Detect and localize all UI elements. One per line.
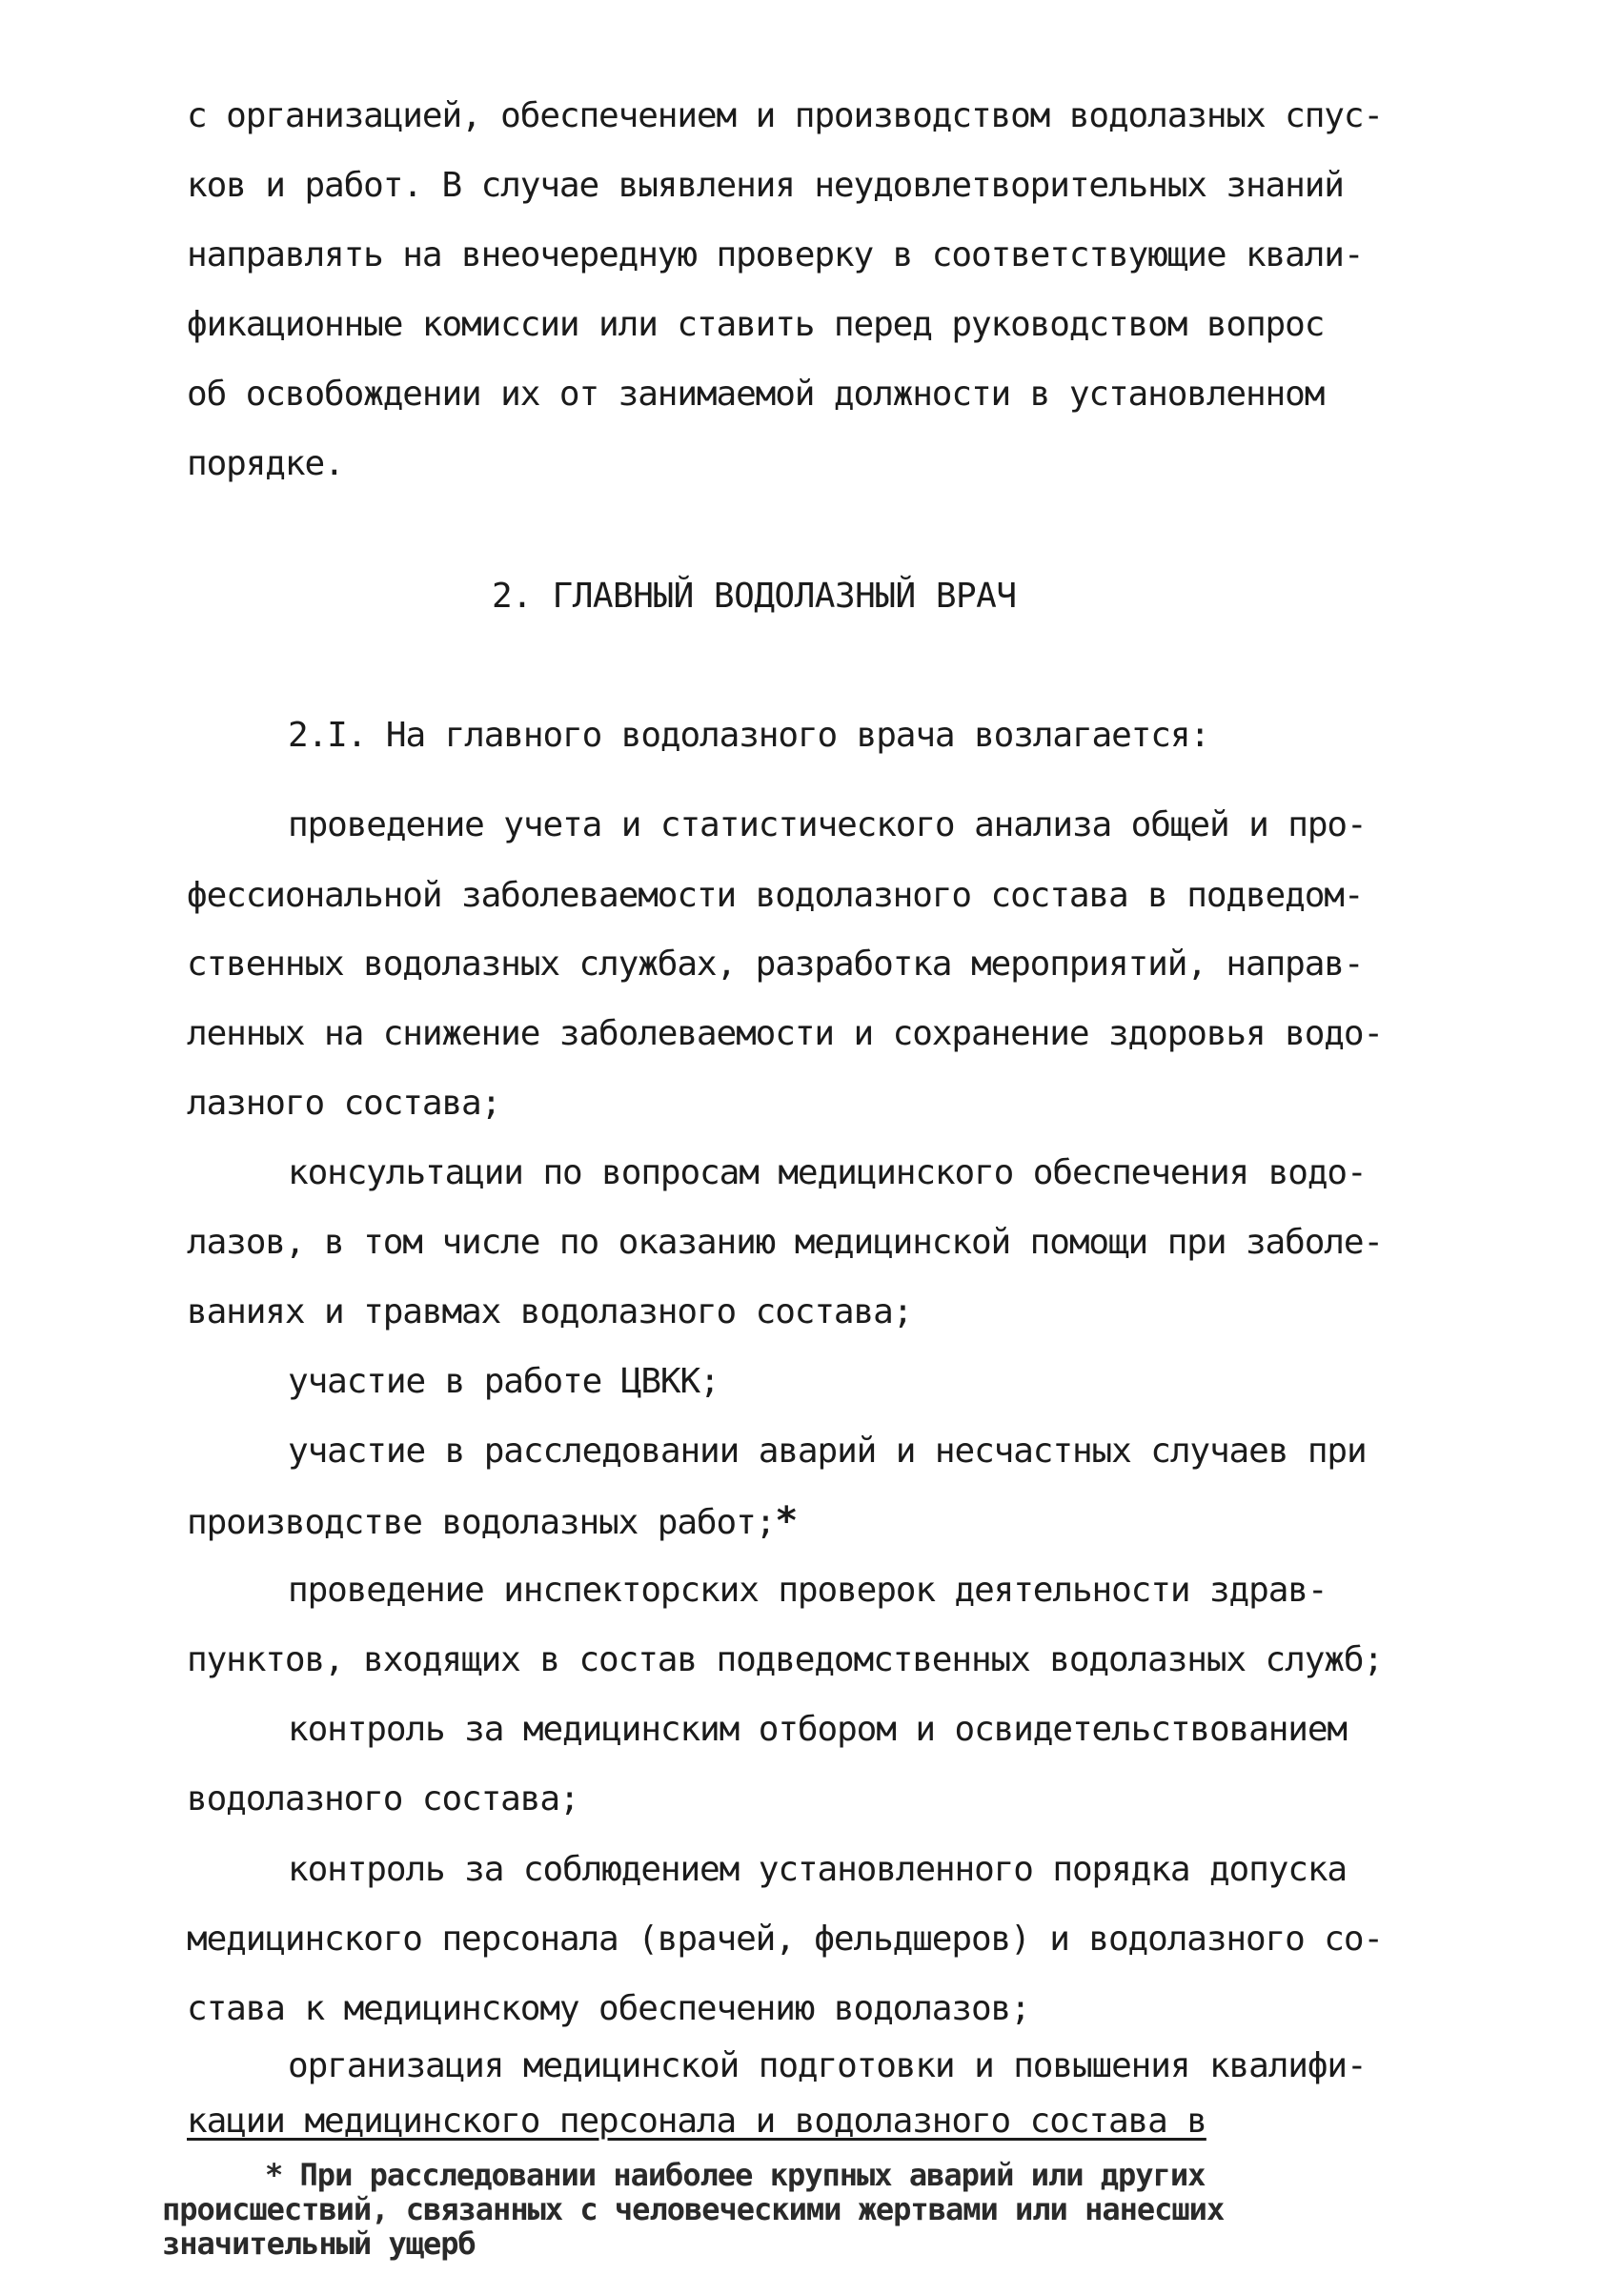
text-line	[187, 1500, 797, 1544]
footnote-mark: *	[775, 1499, 798, 1543]
text-line: направлять на внеочередную проверку в соответствующие квали-	[187, 235, 1364, 274]
text-line: фессиональной заболеваемости водолазного состава в подведом-	[187, 876, 1364, 915]
text-line: ленных на снижение заболеваемости и сохранение здоровья водо-	[187, 1014, 1384, 1053]
text-span: производстве водолазных работ;	[187, 1503, 776, 1542]
footnote-line: * При расследовании наиболее крупных аварий или других	[265, 2157, 1206, 2193]
text-line: лазного состава;	[187, 1084, 501, 1123]
text-line: фикационные комиссии или ставить перед руководством вопрос	[187, 305, 1325, 344]
text-line: с организацией, обеспечением и производством водолазных спус-	[187, 96, 1384, 135]
text-line: кации медицинского персонала и водолазного состава в	[187, 2102, 1206, 2141]
text-line: контроль за соблюдением установленного порядка допуска	[288, 1850, 1347, 1889]
text-line: порядке.	[187, 444, 344, 483]
text-line: об освобождении их от занимаемой должности в установленном	[187, 375, 1325, 414]
text-line: контроль за медицинским отбором и освидетельствованием	[288, 1710, 1347, 1749]
text-line: участие в работе ЦВКК;	[288, 1362, 720, 1401]
text-line: консультации по вопросам медицинского обеспечения водо-	[288, 1153, 1367, 1192]
text-line: медицинского персонала (врачей, фельдшеров) и водолазного со-	[187, 1920, 1384, 1959]
footnote-line: значительный ущерб	[162, 2225, 476, 2262]
text-line: проведение инспекторских проверок деятельности здрав-	[288, 1571, 1328, 1610]
text-line: лазов, в том числе по оказанию медицинской помощи при заболе-	[187, 1223, 1384, 1262]
footnote-line: происшествий, связанных с человеческими жертвами или нанесших	[162, 2191, 1225, 2227]
text-line: участие в расследовании аварий и несчастных случаев при	[288, 1432, 1367, 1471]
text-line: ственных водолазных службах, разработка мероприятий, направ-	[187, 945, 1364, 984]
text-line: ков и работ. В случае выявления неудовлетворительных знаний	[187, 166, 1344, 205]
text-line: проведение учета и статистического анализа общей и про-	[288, 805, 1367, 844]
text-line: пунктов, входящих в состав подведомственных водолазных служб;	[187, 1640, 1384, 1679]
clause-intro: 2.I. На главного водолазного врача возлагается:	[288, 716, 1209, 755]
text-line: ваниях и травмах водолазного состава;	[187, 1292, 913, 1331]
section-heading: 2. ГЛАВНЫЙ ВОДОЛАЗНЫЙ ВРАЧ	[492, 577, 1017, 616]
text-line: става к медицинскому обеспечению водолазов;	[187, 1989, 1030, 2028]
text-line: организация медицинской подготовки и повышения квалифи-	[288, 2046, 1367, 2085]
text-line: водолазного состава;	[187, 1779, 579, 1819]
